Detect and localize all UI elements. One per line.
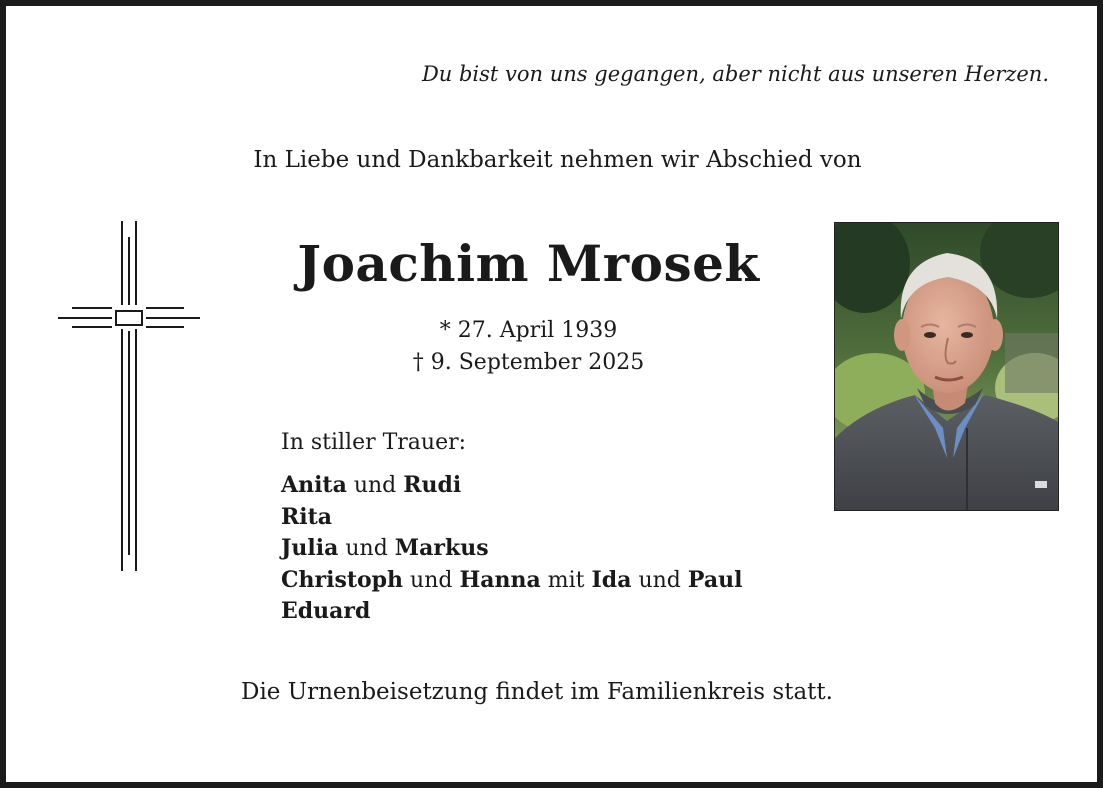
mourner-row xyxy=(281,565,742,597)
death-date: † 9. September 2025 xyxy=(412,350,645,375)
connector-text: mit xyxy=(540,567,592,593)
mourner-name: Hanna xyxy=(459,566,541,593)
intro-text: In Liebe und Dankbarkeit nehmen wir Abschied von xyxy=(253,147,862,173)
mourner-row xyxy=(281,470,742,502)
connector-text: und xyxy=(346,473,404,498)
portrait-image xyxy=(835,223,1059,511)
mourners-list xyxy=(281,470,742,628)
burial-note: Die Urnenbeisetzung findet im Familienkreis statt. xyxy=(241,679,833,705)
cross-icon xyxy=(56,219,202,573)
mourner-name: Rita xyxy=(281,503,333,530)
mourner-name: Christoph xyxy=(281,566,404,593)
birth-date: * 27. April 1939 xyxy=(439,318,618,343)
mourning-label: In stiller Trauer: xyxy=(281,430,467,455)
deceased-name: Joachim Mrosek xyxy=(297,234,760,293)
connector-text: und xyxy=(338,536,395,561)
mourner-row xyxy=(281,502,742,534)
mourner-name: Rudi xyxy=(403,472,462,498)
mourner-name: Paul xyxy=(687,566,743,593)
connector-text: und xyxy=(631,567,688,593)
mourner-name: Ida xyxy=(591,566,632,593)
mourner-row xyxy=(281,533,742,565)
connector-text: und xyxy=(403,567,460,593)
mourner-name: Markus xyxy=(394,535,489,561)
portrait-photo xyxy=(834,222,1059,511)
mourner-name: Julia xyxy=(281,535,339,561)
memorial-quote: Du bist von uns gegangen, aber nicht aus unseren Herzen. xyxy=(421,62,1049,86)
intro-line xyxy=(6,147,1103,173)
mourner-row xyxy=(281,596,742,628)
mourner-name: Anita xyxy=(281,472,347,498)
mourner-name: Eduard xyxy=(281,598,371,624)
